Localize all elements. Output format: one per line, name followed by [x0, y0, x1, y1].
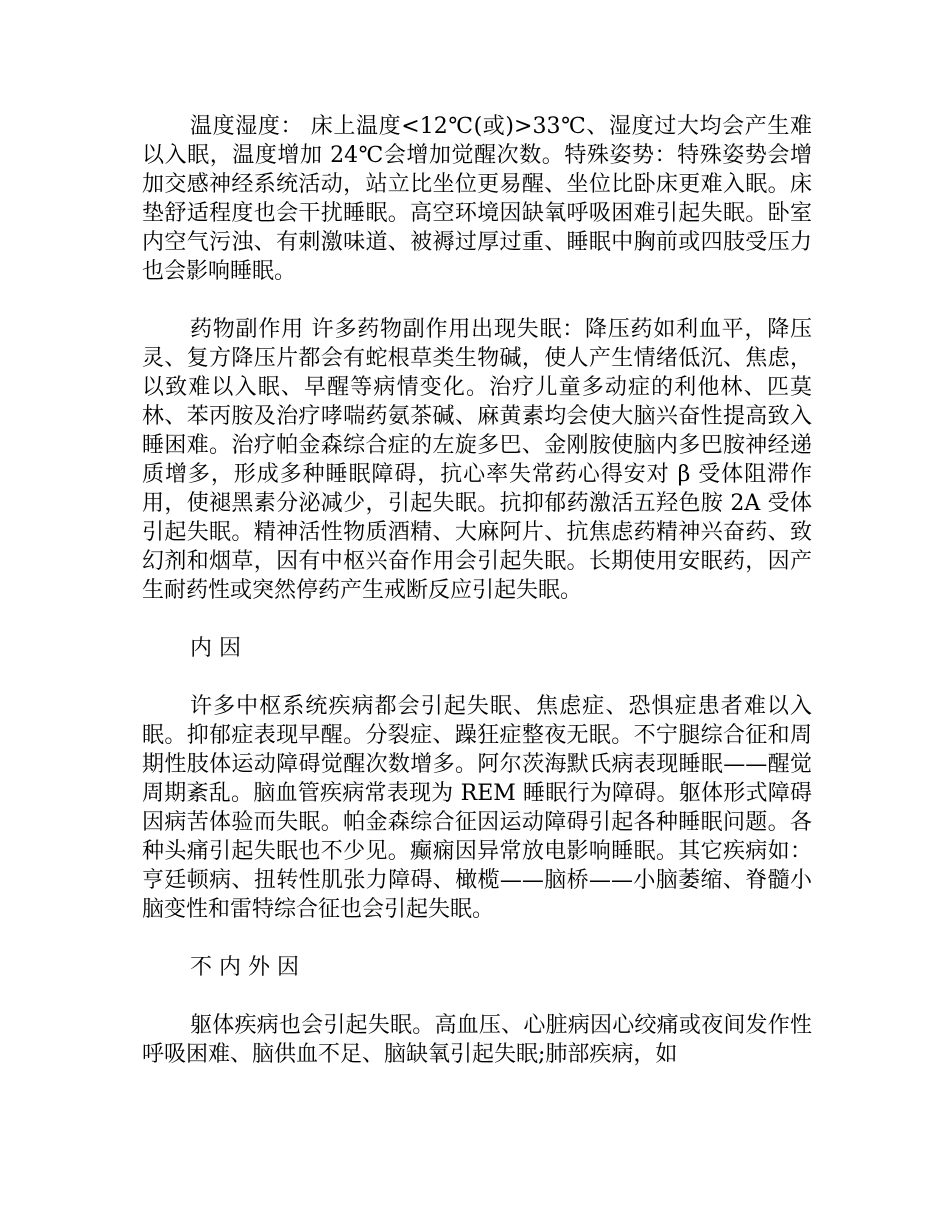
document-body: [142, 112, 812, 1098]
paragraph-drug-side-effects: 药物副作用 许多药物副作用出现失眠：降压药如利血平，降压灵、复方降压片都会有蛇根草类生物碱，使人产生情绪低沉、焦虑，以致难以入眠、早醒等病情变化。治疗儿童多动症的利他林、匹莫林、苯丙胺及治疗哮喘药氨茶碱、麻黄素均会使大脑兴奋性提高致入睡困难。治疗帕金森综合症的左旋多巴、金刚胺使脑内多巴胺神经递质增多，形成多种睡眠障碍，抗心率失常药心得安对 β 受体阻滞作用，使褪黑素分泌减少，引起失眠。抗抑郁药激活五羟色胺 2A 受体引起失眠。精神活性物质酒精、大麻阿片、抗焦虑药精神兴奋药、致幻剂和烟草，因有中枢兴奋作用会引起失眠。长期使用安眠药，因产生耐药性或突然停药产生戒断反应引起失眠。: [142, 317, 812, 603]
paragraph-internal-causes: 许多中枢系统疾病都会引起失眠、焦虑症、恐惧症患者难以入眠。抑郁症表现早醒。分裂症、躁狂症整夜无眠。不宁腿综合征和周期性肢体运动障碍觉醒次数增多。阿尔茨海默氏病表现睡眠——醒觉周期紊乱。脑血管疾病常表现为 REM 睡眠行为障碍。躯体形式障碍因病苦体验而失眠。帕金森综合征因运动障碍引起各种睡眠问题。各种头痛引起失眠也不少见。癫痫因异常放电影响睡眠。其它疾病如：亨廷顿病、扭转性肌张力障碍、橄榄——脑桥——小脑萎缩、脊髓小脑变性和雷特综合征也会引起失眠。: [142, 694, 812, 922]
section-heading-internal-causes: 内 因: [190, 636, 241, 661]
section-heading-neither-internal-external: 不 内 外 因: [190, 955, 299, 980]
paragraph-physical-diseases: 躯体疾病也会引起失眠。高血压、心脏病因心绞痛或夜间发作性呼吸困难、脑供血不足、脑缺氧引起失眠;肺部疾病，如: [142, 1013, 812, 1067]
paragraph-environment: 温度湿度： 床上温度<12℃(或)>33℃、湿度过大均会产生难以入眠，温度增加 24℃会增加觉醒次数。特殊姿势：特殊姿势会增加交感神经系统活动，站立比坐位更易醒、坐位比卧床更难入眠。床垫舒适程度也会干扰睡眠。高空环境因缺氧呼吸困难引起失眠。卧室内空气污浊、有刺激味道、被褥过厚过重、睡眠中胸前或四肢受压力也会影响睡眠。: [142, 114, 812, 284]
